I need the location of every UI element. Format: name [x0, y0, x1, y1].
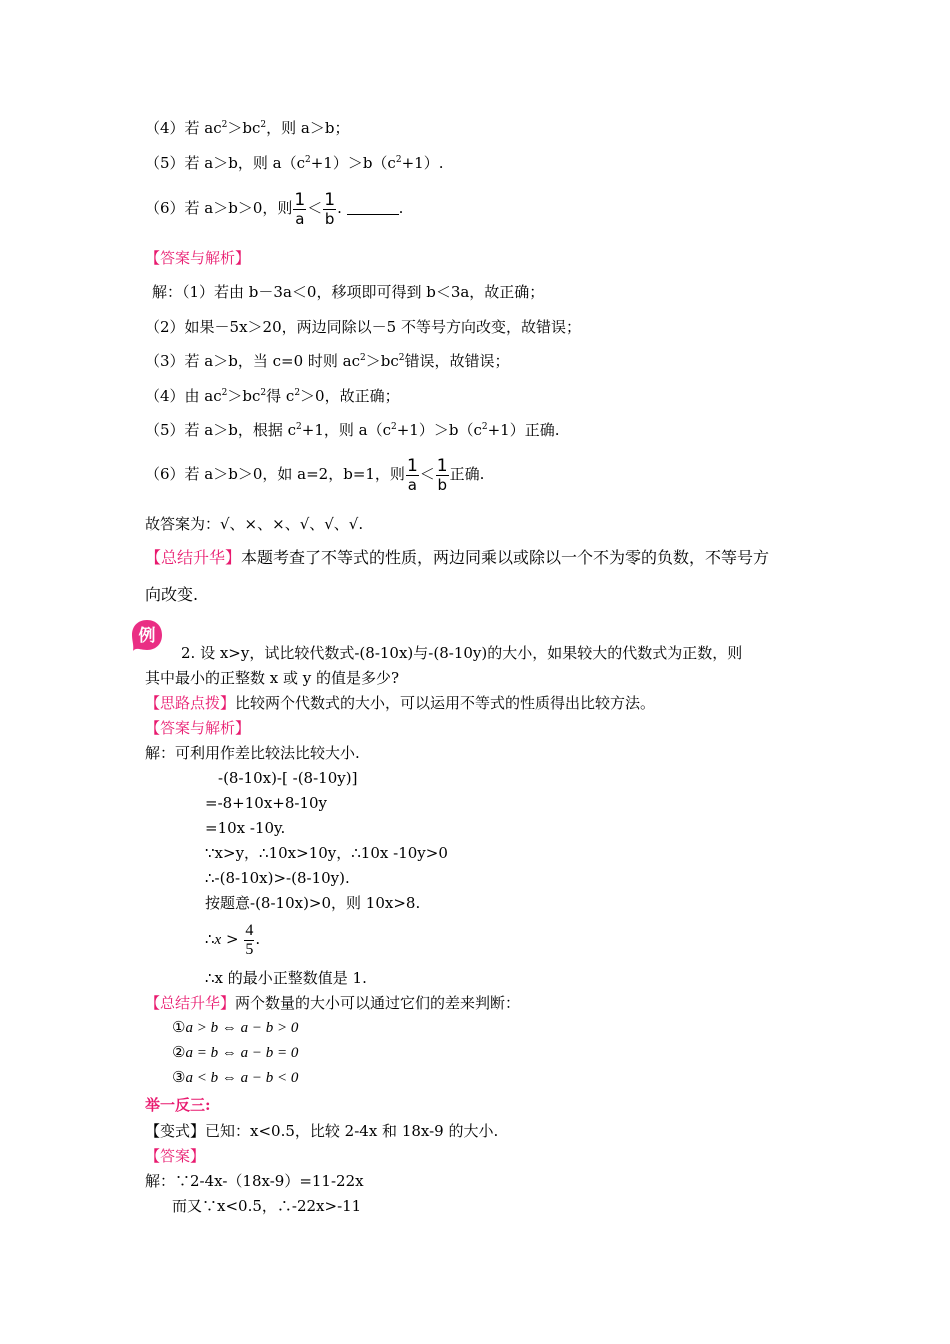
hint-tag: 【思路点拨】	[145, 694, 236, 712]
answer-heading-1: 【答案与解析】	[145, 249, 251, 267]
summary-tag: 【总结升华】	[145, 548, 242, 567]
derivation-line-4: ∵x>y，∴10x>10y，∴10x -10y>0	[205, 844, 448, 862]
derivation-line-6: 按题意-(8-10x)>0，则 10x>8.	[205, 894, 421, 912]
rule-3: ③a < b ⇔ a − b < 0	[172, 1068, 299, 1086]
summary-tag: 【总结升华】	[145, 994, 236, 1012]
derivation-line-5: ∴-(8-10x)>-(8-10y).	[205, 869, 350, 887]
solution-intro: 解：可利用作差比较法比较大小.	[145, 744, 360, 762]
summary-1-cont: 向改变.	[145, 585, 199, 604]
solution-step-3: （3）若 a＞b，当 c=0 时则 $ac^2>bc^2$错误，故错误；	[145, 352, 510, 370]
hint-line: 【思路点拨】比较两个代数式的大小，可以运用不等式的性质得出比较方法。	[145, 694, 656, 712]
variant-solution-2: 而又∵x<0.5，∴-22x>-11	[172, 1197, 362, 1215]
fraction-1-over-a: $\frac{1}{a}$	[294, 189, 306, 228]
example-2-question: 2. 设 x>y，试比较代数式-(8-10x)与-(8-10y)的大小，如果较大的代数式为正数，则	[181, 644, 743, 662]
derivation-line-2: =-8+10x+8-10y	[205, 794, 328, 812]
item-4: （4）若 $ac^2>bc^2$，则 a＞b；	[145, 119, 350, 137]
answer-heading-2: 【答案与解析】	[145, 719, 251, 737]
variant-solution-1: 解：∵2-4x-（18x-9）=11-22x	[145, 1172, 364, 1190]
rule-2: ②a = b ⇔ a − b = 0	[172, 1043, 299, 1061]
summary-1: 【总结升华】本题考查了不等式的性质，两边同乘以或除以一个不为零的负数，不等号方	[145, 548, 770, 567]
solution-step-2: （2）如果－5x＞20，两边同除以－5 不等号方向改变，故错误；	[145, 318, 581, 336]
item-5: （5）若 a＞b，则 $a(c^2+1)>b(c^2+1)$.	[145, 154, 444, 172]
derivation-line-8: ∴x 的最小正整数值是 1.	[205, 969, 367, 987]
solution-step-4: （4）由 $ac^2>bc^2$得 $c^2>0$，故正确；	[145, 387, 400, 405]
item-6: （6）若 a＞b＞0，则 $\frac{1}{a}$ ＜ $\frac{1}{b}$ . .	[145, 189, 404, 228]
example-2-question-cont: 其中最小的正整数 x 或 y 的值是多少?	[145, 669, 400, 687]
variant-answer-heading: 【答案】	[145, 1147, 206, 1165]
final-answer-1: 故答案为：√、×、×、√、√、√.	[145, 515, 364, 533]
variant-heading: 举一反三:	[145, 1096, 211, 1114]
solution-step-1: 解：（1）若由 b－3a＜0，移项即可得到 b＜3a，故正确；	[152, 283, 545, 301]
svg-text:例: 例	[138, 626, 156, 646]
summary-2: 【总结升华】两个数量的大小可以通过它们的差来判断：	[145, 994, 521, 1012]
example-badge-icon	[130, 618, 164, 652]
derivation-line-1: -(8-10x)-[ -(8-10y)]	[218, 769, 358, 787]
fraction-4-over-5: $\frac{4}{5}$	[245, 921, 254, 958]
fraction-1-over-b: $\frac{1}{b}$	[324, 189, 336, 228]
fraction-1-over-a: $\frac{1}{a}$	[406, 455, 418, 494]
solution-step-6: （6）若 a＞b＞0，如 a=2，b=1，则 $\frac{1}{a}$ ＜ $\frac{1}{b}$ 正确.	[145, 455, 485, 494]
rule-1: ①a > b ⇔ a − b > 0	[172, 1018, 299, 1036]
variant-question: 【变式】已知：x<0.5，比较 2-4x 和 18x-9 的大小.	[145, 1122, 499, 1140]
solution-step-5: （5）若 a＞b，根据 $c^2+1$，则 $a(c^2+1)>b(c^2+1)$正确.	[145, 421, 560, 439]
answer-blank	[347, 200, 399, 215]
derivation-line-7: ∴x > $\frac{4}{5}$ .	[205, 921, 261, 958]
fraction-1-over-b: $\frac{1}{b}$	[436, 455, 448, 494]
derivation-line-3: =10x -10y.	[205, 819, 286, 837]
